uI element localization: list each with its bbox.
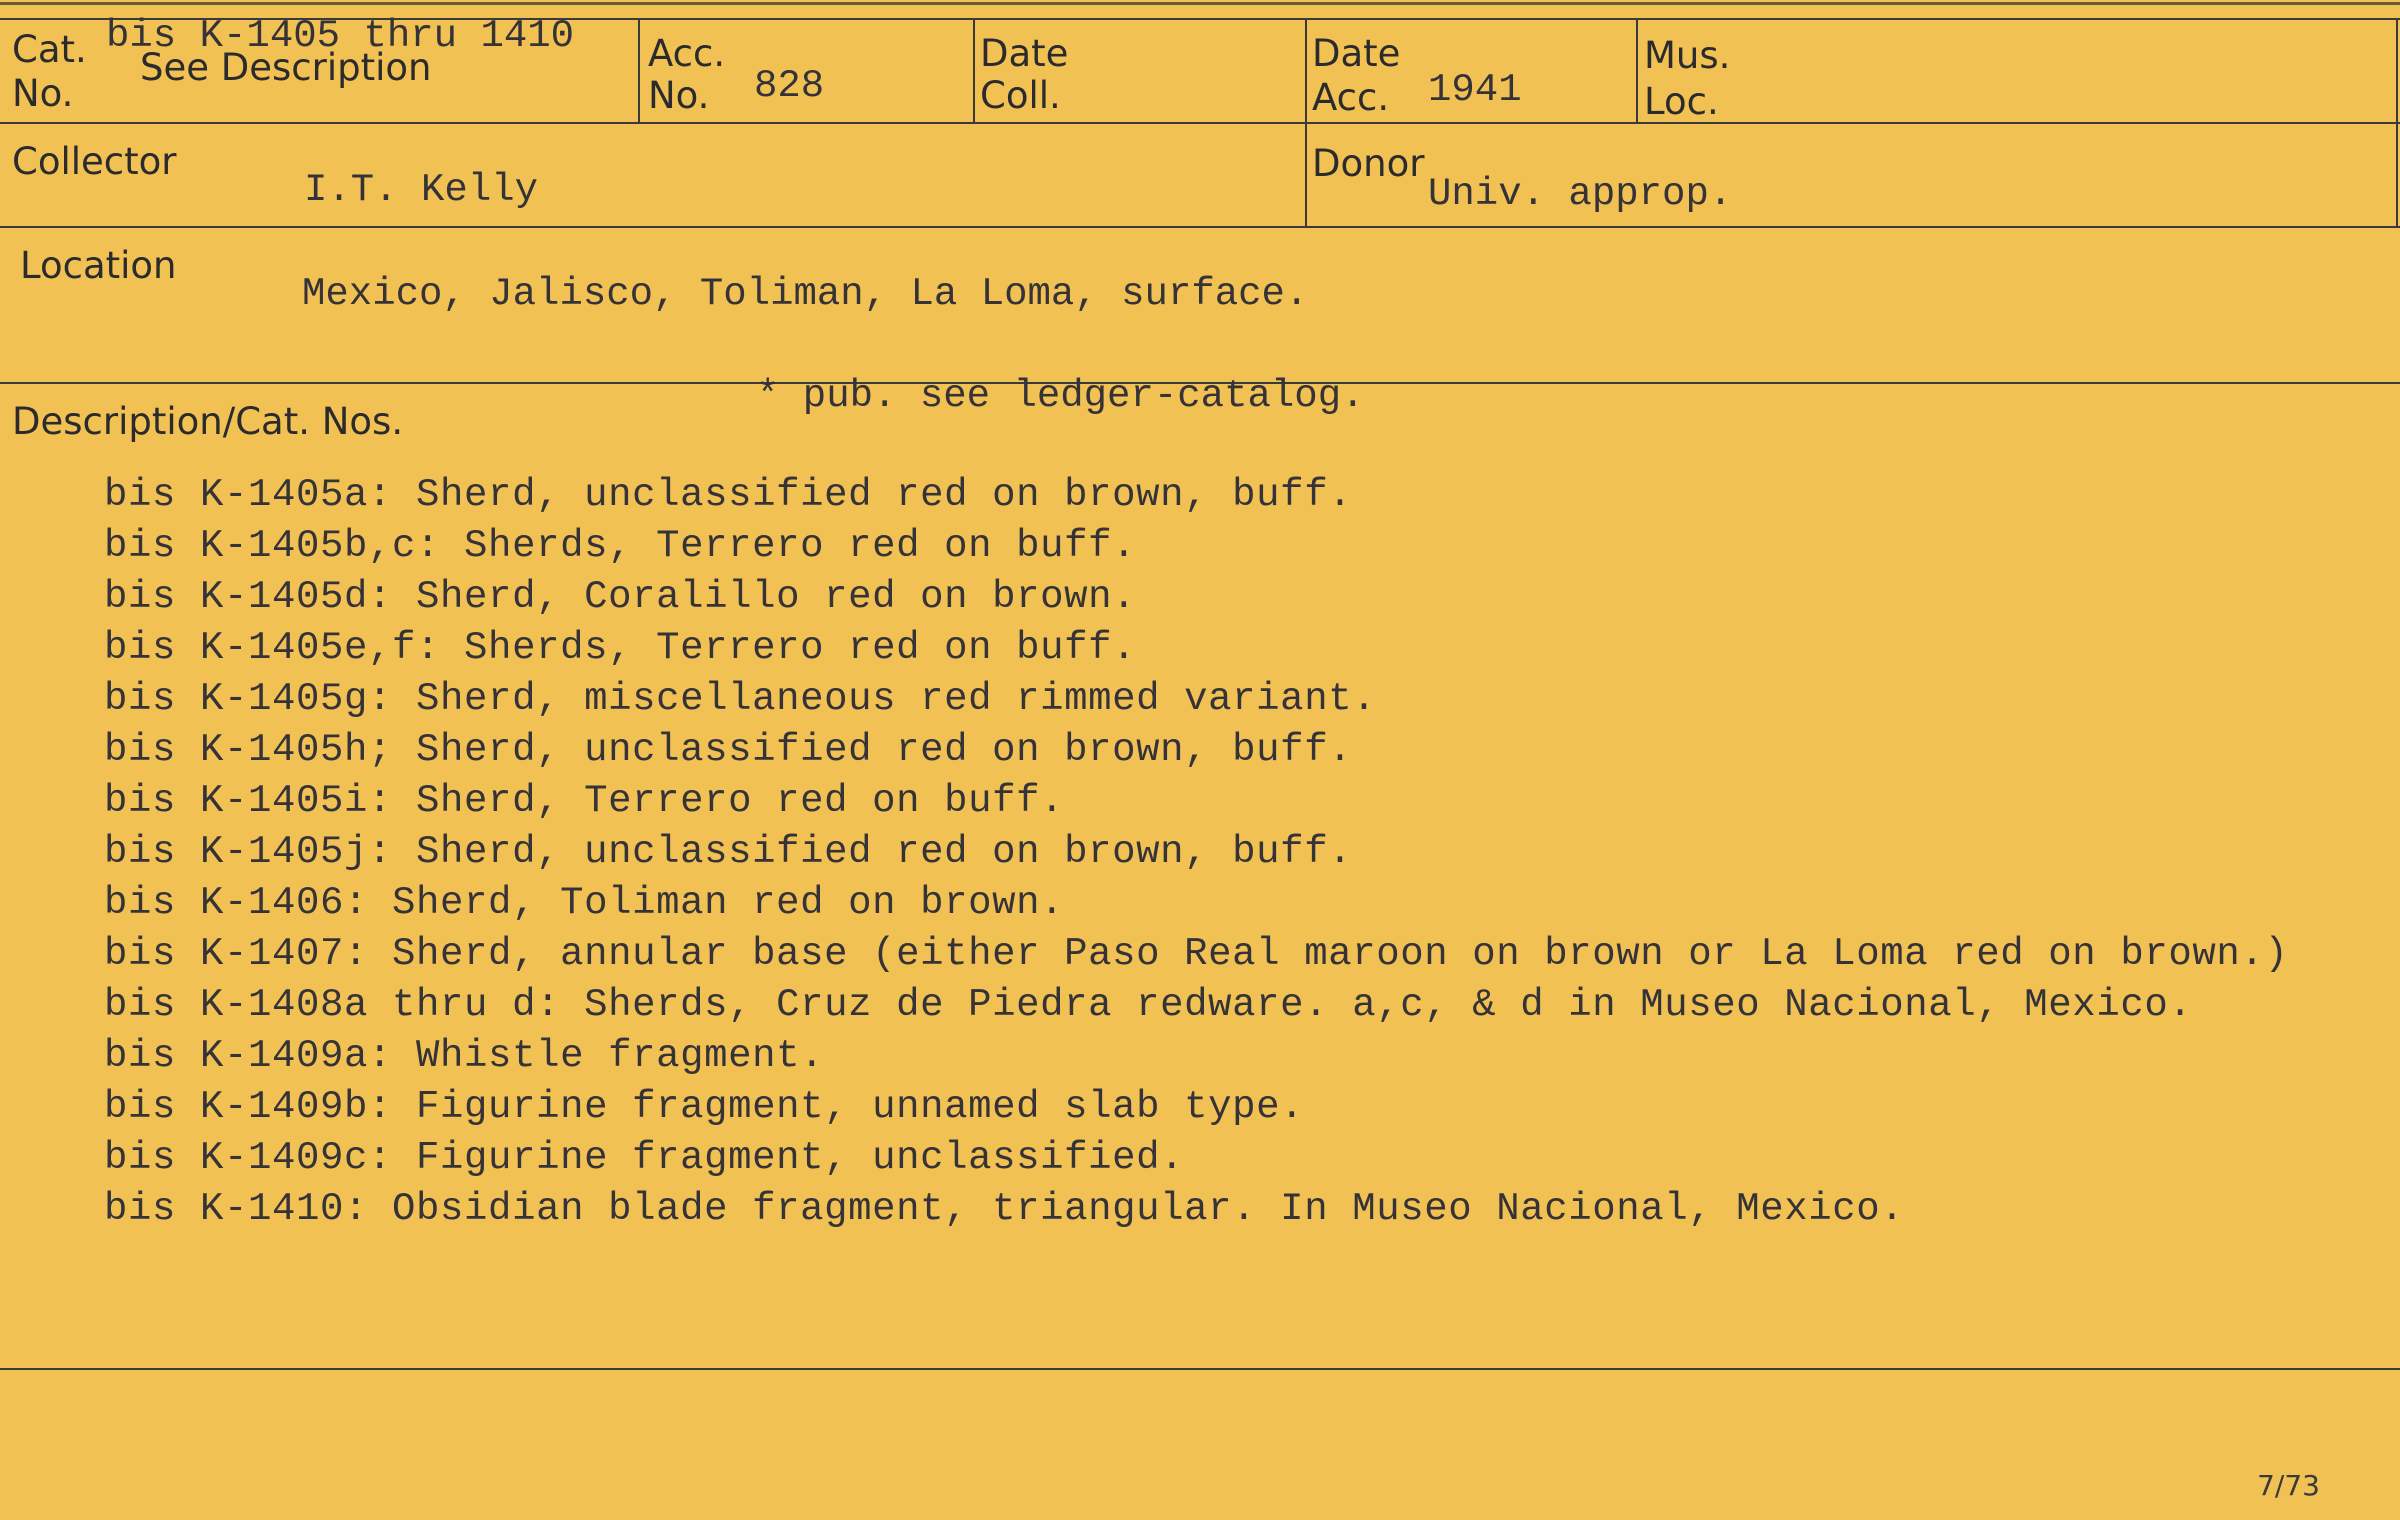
location-label: Location <box>20 244 177 287</box>
entry-k1405j: bis K-1405j: Sherd, unclassified red on brown, buff. <box>104 830 1353 874</box>
page-mark: 7/73 <box>2257 1469 2320 1502</box>
mus-loc-label-line2: Loc. <box>1644 80 1719 123</box>
entry-k1408: bis K-1408a thru d: Sherds, Cruz de Piedra redware. a,c, & d in Museo Nacional, Mexico. <box>104 983 2193 1027</box>
top-edge-rule <box>0 2 2400 5</box>
entry-k1409b: bis K-1409b: Figurine fragment, unnamed slab type. <box>104 1085 1305 1129</box>
date-acc-label-line1: Date <box>1312 32 1401 75</box>
location-value: Mexico, Jalisco, Toliman, La Loma, surface. <box>302 272 1309 316</box>
date-coll-label-line2: Coll. <box>980 74 1061 117</box>
entry-k1406: bis K-1406: Sherd, Toliman red on brown. <box>104 881 1065 925</box>
entry-k1405i: bis K-1405i: Sherd, Terrero red on buff. <box>104 779 1065 823</box>
donor-value: Univ. approp. <box>1428 172 1733 216</box>
description-bottom-rule <box>0 1368 2400 1370</box>
collector-label: Collector <box>12 140 177 183</box>
entry-k1407: bis K-1407: Sherd, annular base (either Paso Real maroon on brown or La Loma red on brown.) <box>104 932 2289 976</box>
entry-k1405d: bis K-1405d: Sherd, Coralillo red on brown. <box>104 575 1137 619</box>
entry-k1409a: bis K-1409a: Whistle fragment. <box>104 1034 825 1078</box>
entry-k1405g: bis K-1405g: Sherd, miscellaneous red rimmed variant. <box>104 677 1377 721</box>
entry-k1405ef: bis K-1405e,f: Sherds, Terrero red on buff. <box>104 626 1137 670</box>
collector-value: I.T. Kelly <box>304 168 539 212</box>
date-coll-label-line1: Date <box>980 32 1069 75</box>
entry-k1405a: bis K-1405a: Sherd, unclassified red on brown, buff. <box>104 473 1353 517</box>
acc-no-label-line1: Acc. <box>648 32 726 75</box>
description-entries <box>104 470 2288 1235</box>
donor-label: Donor <box>1312 142 1425 185</box>
cat-no-label-line2: No. <box>12 72 74 115</box>
header-divider-4 <box>1636 18 1638 122</box>
header-divider-3 <box>1305 18 1307 226</box>
entry-k1405h: bis K-1405h; Sherd, unclassified red on brown, buff. <box>104 728 1353 772</box>
acc-no-value: 828 <box>754 64 825 108</box>
cat-no-label-line1: Cat. <box>12 28 87 71</box>
cat-no-note: See Description <box>140 46 432 89</box>
card-right-edge <box>2396 18 2398 228</box>
acc-no-label-line2: No. <box>648 74 710 117</box>
header-divider-1 <box>638 18 640 122</box>
cat-no-value: bis K-1405 thru 1410 <box>106 14 575 58</box>
header-divider-2 <box>973 18 975 122</box>
entry-k1405bc: bis K-1405b,c: Sherds, Terrero red on buff. <box>104 524 1137 568</box>
entry-k1410: bis K-1410: Obsidian blade fragment, triangular. In Museo Nacional, Mexico. <box>104 1187 1905 1231</box>
description-label: Description/Cat. Nos. <box>12 400 404 443</box>
entry-k1409c: bis K-1409c: Figurine fragment, unclassified. <box>104 1136 1185 1180</box>
header-bottom-rule <box>0 122 2400 124</box>
description-note: * pub. see ledger-catalog. <box>756 374 1365 418</box>
date-acc-label-line2: Acc. <box>1312 76 1390 119</box>
mus-loc-label-line1: Mus. <box>1644 34 1731 77</box>
collector-bottom-rule <box>0 226 2400 228</box>
date-acc-value: 1941 <box>1428 68 1522 112</box>
